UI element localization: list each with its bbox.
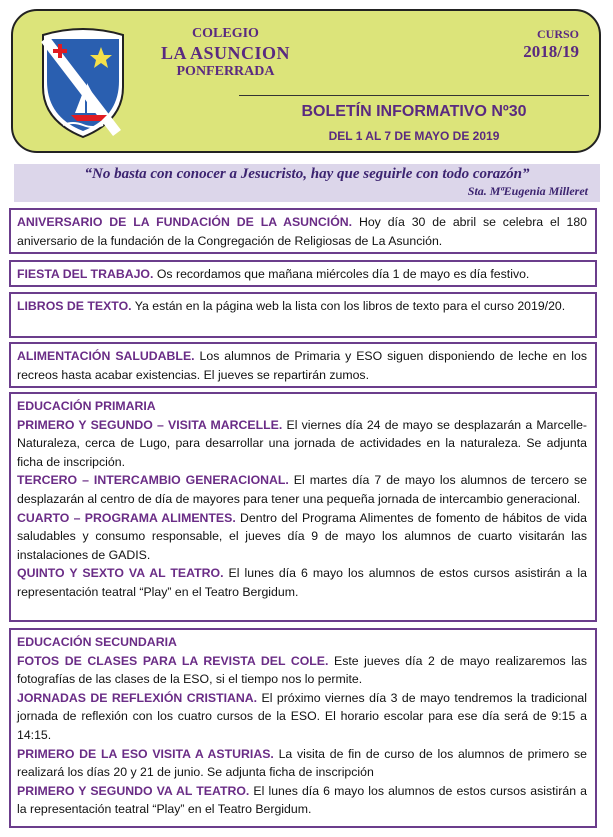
quote-banner: [14, 164, 600, 202]
notice-body: Los alumnos de Primaria y ESO siguen disponiendo de leche en los recreos hasta acabar existencias. El jueves se repartirán zumos.: [17, 349, 587, 382]
notice-libros: [9, 292, 597, 338]
notice-aniversario: [9, 208, 597, 254]
item-title: QUINTO Y SEXTO VA AL TEATRO.: [17, 566, 224, 581]
item-body: El viernes día 24 de mayo se desplazarán a Marcelle-Naturaleza, cerca de Lugo, para desarrollar una jornada de actividades en la naturaleza. Se adjunta ficha de inscripción.: [17, 417, 587, 469]
notice-fiesta: [9, 260, 597, 287]
school-line3: PONFERRADA: [176, 64, 275, 79]
section-primaria: [9, 392, 597, 622]
quote-author: Sta. MªEugenia Milleret: [467, 184, 588, 198]
item-body: La visita de fin de curso de los alumnos de primero se realizará los días 20 y 21 de junio. Se adjunta ficha de inscripción: [17, 746, 587, 780]
notice-title: ANIVERSARIO DE LA FUNDACIÓN DE LA ASUNCIÓN.: [17, 215, 353, 229]
item-body: El martes día 7 de mayo los alumnos de tercero se desplazarán al centro de día de mayores para tener una pequeña jornada de intercambio generacional.: [17, 473, 587, 506]
notice-body: Hoy día 30 de abril se celebra el 180 aniversario de la fundación de la Congregación de Religiosas de La Asunción.: [17, 215, 587, 248]
notice-title: FIESTA DEL TRABAJO.: [17, 267, 154, 281]
section-heading: EDUCACIÓN SECUNDARIA: [17, 635, 177, 649]
notice-title: LIBROS DE TEXTO.: [17, 299, 132, 313]
school-line2: LA ASUNCION: [160, 43, 291, 63]
notice-alimentacion: [9, 342, 597, 388]
school-year: [523, 27, 579, 63]
item-body: Dentro del Programa Alimentes de fomento de hábitos de vida saludables y consumo responsable, el jueves día 9 de mayo los alumnos de cuarto visitarán las instalaciones de GADIS.: [17, 510, 587, 562]
item-title: PRIMERO Y SEGUNDO – VISITA MARCELLE.: [17, 417, 283, 432]
item-title: TERCERO – INTERCAMBIO GENERACIONAL.: [17, 473, 289, 488]
item-title: FOTOS DE CLASES PARA LA REVISTA DEL COLE.: [17, 653, 329, 668]
bulletin-header: [11, 9, 601, 153]
item-title: PRIMERO DE LA ESO VISITA A ASTURIAS.: [17, 746, 274, 761]
item-body: El próximo viernes día 3 de mayo tendremos la tradicional jornada de reflexión con los cuatro cursos de la ESO. El horario escolar para ese día será de 9:15 a 14:15.: [17, 690, 587, 742]
item-body: El lunes día 6 mayo los alumnos de estos cursos asistirán a la representación teatral “Play” en el Teatro Bergidum.: [17, 566, 587, 599]
item-body: El lunes día 6 mayo los alumnos de estos cursos asistirán a la representación teatral “Play” en el Teatro Bergidum.: [17, 783, 588, 817]
school-name: [133, 26, 318, 80]
notice-body: Os recordamos que mañana miércoles día 1 de mayo es día festivo.: [153, 267, 530, 281]
bulletin-dates: DEL 1 AL 7 DE MAYO DE 2019: [328, 129, 500, 143]
section-heading: EDUCACIÓN PRIMARIA: [17, 399, 156, 413]
item-title: CUARTO – PROGRAMA ALIMENTES.: [17, 510, 236, 525]
bulletin-title: BOLETÍN INFORMATIVO Nº30: [301, 103, 527, 120]
school-line1: COLEGIO: [192, 26, 259, 41]
quote-text: “No basta con conocer a Jesucristo, hay que seguirle con todo corazón”: [84, 166, 530, 182]
item-title: PRIMERO Y SEGUNDO VA AL TEATRO.: [17, 783, 250, 798]
curso-value: 2018/19: [523, 42, 579, 61]
header-divider: [239, 95, 589, 96]
notice-body: Ya están en la página web la lista con los libros de texto para el curso 2019/20.: [131, 299, 566, 313]
section-secundaria: [9, 628, 597, 828]
item-body: Este jueves día 2 de mayo realizaremos las fotografías de las clases de la ESO, si el tiempo nos lo permite.: [17, 653, 587, 687]
curso-label: CURSO: [536, 27, 579, 41]
notice-title: ALIMENTACIÓN SALUDABLE.: [17, 349, 195, 363]
item-title: JORNADAS DE REFLEXIÓN CRISTIANA.: [17, 690, 258, 705]
school-crest-icon: [37, 25, 129, 139]
